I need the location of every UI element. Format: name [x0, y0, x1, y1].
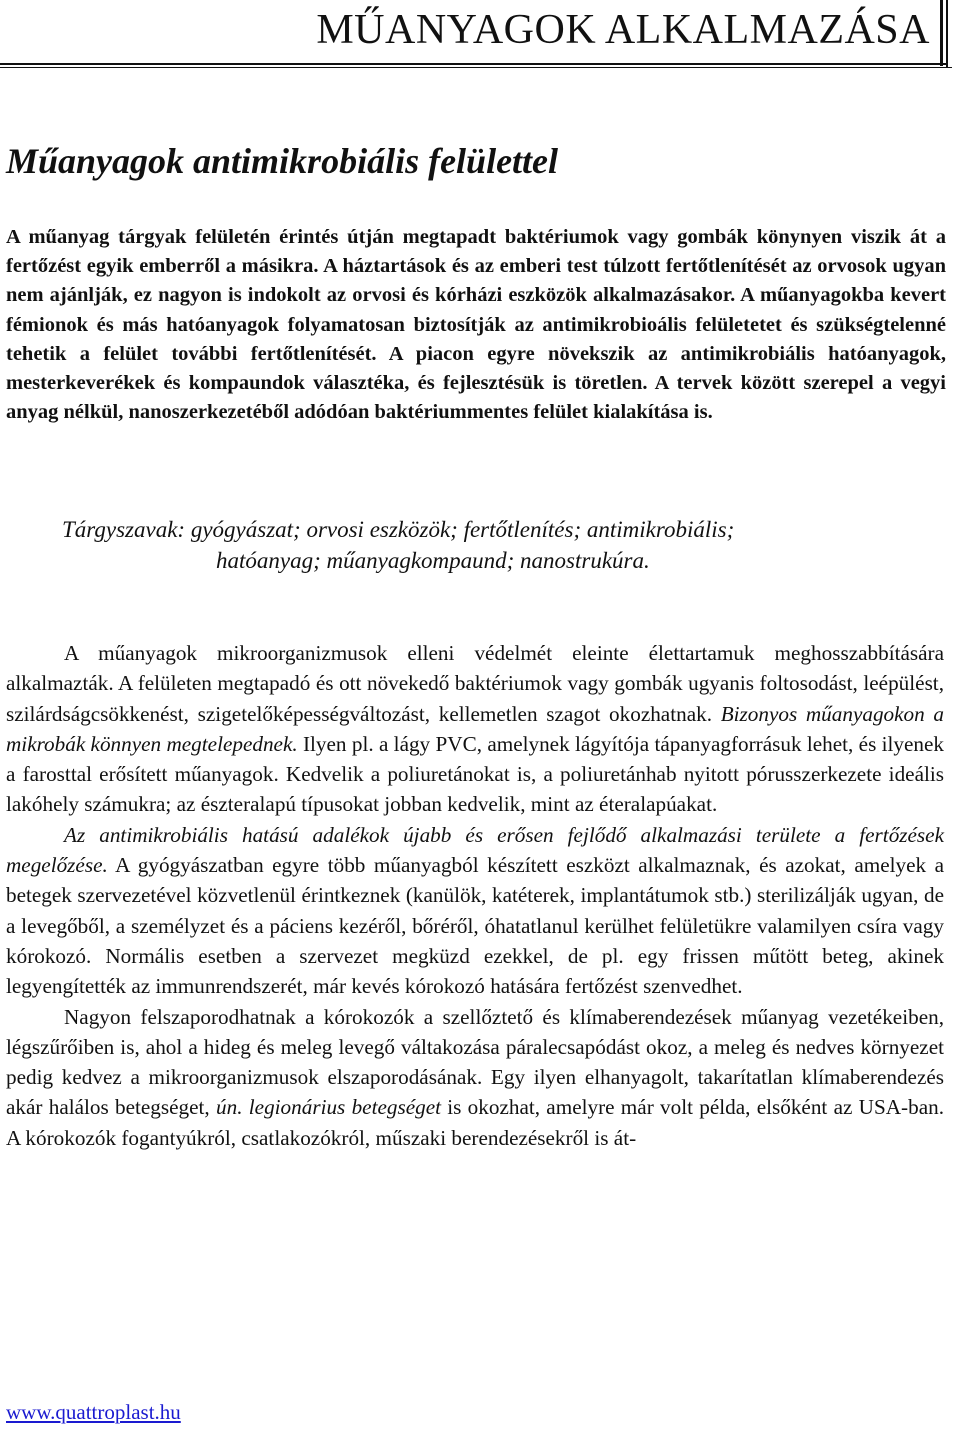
emphasis-text: Bizonyos műanyagokon a mikrobák könnyen megtelepednek.: [6, 701, 944, 756]
header-rule: [0, 67, 952, 68]
body-text: Ilyen pl. a lágy PVC, amelynek lágyítója tápanyagforrásuk lehet, és ilyenek a farosttal erősített műanyagok. Kedvelik a poliuretánokat is, a poliuretánhab nyitott pórusszerkezete ideális lakóhely számukra; az észteralapú típusokat jobban kedvelik, mint az éteralapúakat.: [6, 731, 944, 817]
body-paragraph: [6, 638, 944, 820]
body-text: is okozhat, amelyre már volt példa, elsőként az USA-ban. A kórokozók fogantyúkról, csatlakozókról, műszaki berendezésekről is át-: [6, 1095, 944, 1150]
keywords-line: hatóanyag; műanyagkompaund; nanostrukúra.: [216, 548, 650, 573]
body-paragraph: [6, 820, 944, 1002]
header-title: MŰANYAGOK ALKALMAZÁSA: [316, 7, 930, 53]
body-text: Nagyon felszaporodhatnak a kórokozók a szellőztető és klímaberendezések műanyag vezetékeiben, légszűrőiben is, ahol a hideg és meleg levegő váltakozása páralecsapódást okoz, a meleg és nedves környezet pedig kedvez a mikroorganizmusok elszaporodásának. Egy ilyen elhanyagolt, takarítatlan klímaberendezés akár halálos betegséget,: [6, 1004, 944, 1120]
body-text: A műanyagok mikroorganizmusok elleni védelmét eleinte élettartamuk meghosszabbítására alkalmazták. A felületen megtapadó és ott növekedő baktériumok vagy gombák ugyanis foltosodást, leépülést, szilárdságcsökkenést, szigetelőképességváltozást, kellemetlen szagot okozhatnak.: [6, 641, 944, 726]
article-body: [6, 638, 944, 1153]
keywords-line: Tárgyszavak: gyógyászat; orvosi eszközök; fertőtlenítés; antimikrobiális;: [62, 517, 735, 542]
body-text: A gyógyászatban egyre több műanyagból készített eszközt alkalmaznak, és azokat, amelyek a betegek szervezetével közvetlenül érintkeznek (kanülök, katéterek, implantátumok stb.) sterilizálják ugyan, de a levegőből, a személyzet és a páciens kezéről, bőréről, óhatatlanul kerülhet felületükre valamilyen csíra vagy kórokozó. Normális esetben a szervezet megküzd ezekkel, de pl. egy frissen műtött beteg, akinek legyengítették az immunrendszerét, már kevés kórokozó hatására fertőzést szenvedhet.: [6, 853, 944, 999]
footer-link[interactable]: www.quattroplast.hu: [6, 1400, 181, 1424]
keywords: [0, 514, 948, 576]
header-rule: [0, 63, 948, 65]
abstract: A műanyag tárgyak felületén érintés útján megtapadt baktériumok vagy gombák könynyen viszik át a fertőzést egyik emberről a másikra. A háztartások és az emberi test túlzott fertőtlenítését az orvosok ugyan nem ajánlják, ez nagyon is indokolt az orvosi és kórházi eszközök alkalmazásakor. A műanyagokba kevert fémionok és más hatóanyagok folyamatosan biztosítják az antimikrobioális felületetet és szükségtelenné tehetik a felület további fertőtlenítését. A piacon egyre növekszik az antimikrobiális hatóanyagok, mesterkeverékek és kompaundok választéka, és fejlesztésük is töretlen. A tervek között szerepel a vegyi anyag nélkül, nanoszerkezetéből adódóan baktériummentes felület kialakítása is.: [6, 226, 946, 424]
body-paragraph: [6, 1002, 944, 1153]
emphasis-text: ún. legionárius betegséget: [216, 1095, 441, 1120]
page-header: [0, 0, 960, 70]
emphasis-text: Az antimikrobiális hatású adalékok újabb és erősen fejlődő alkalmazási területe a fertőzések megelőzése.: [6, 822, 944, 878]
header-rule: [946, 0, 948, 68]
header-rule: [940, 0, 943, 66]
article-title: Műanyagok antimikrobiális felülettel: [6, 141, 559, 181]
